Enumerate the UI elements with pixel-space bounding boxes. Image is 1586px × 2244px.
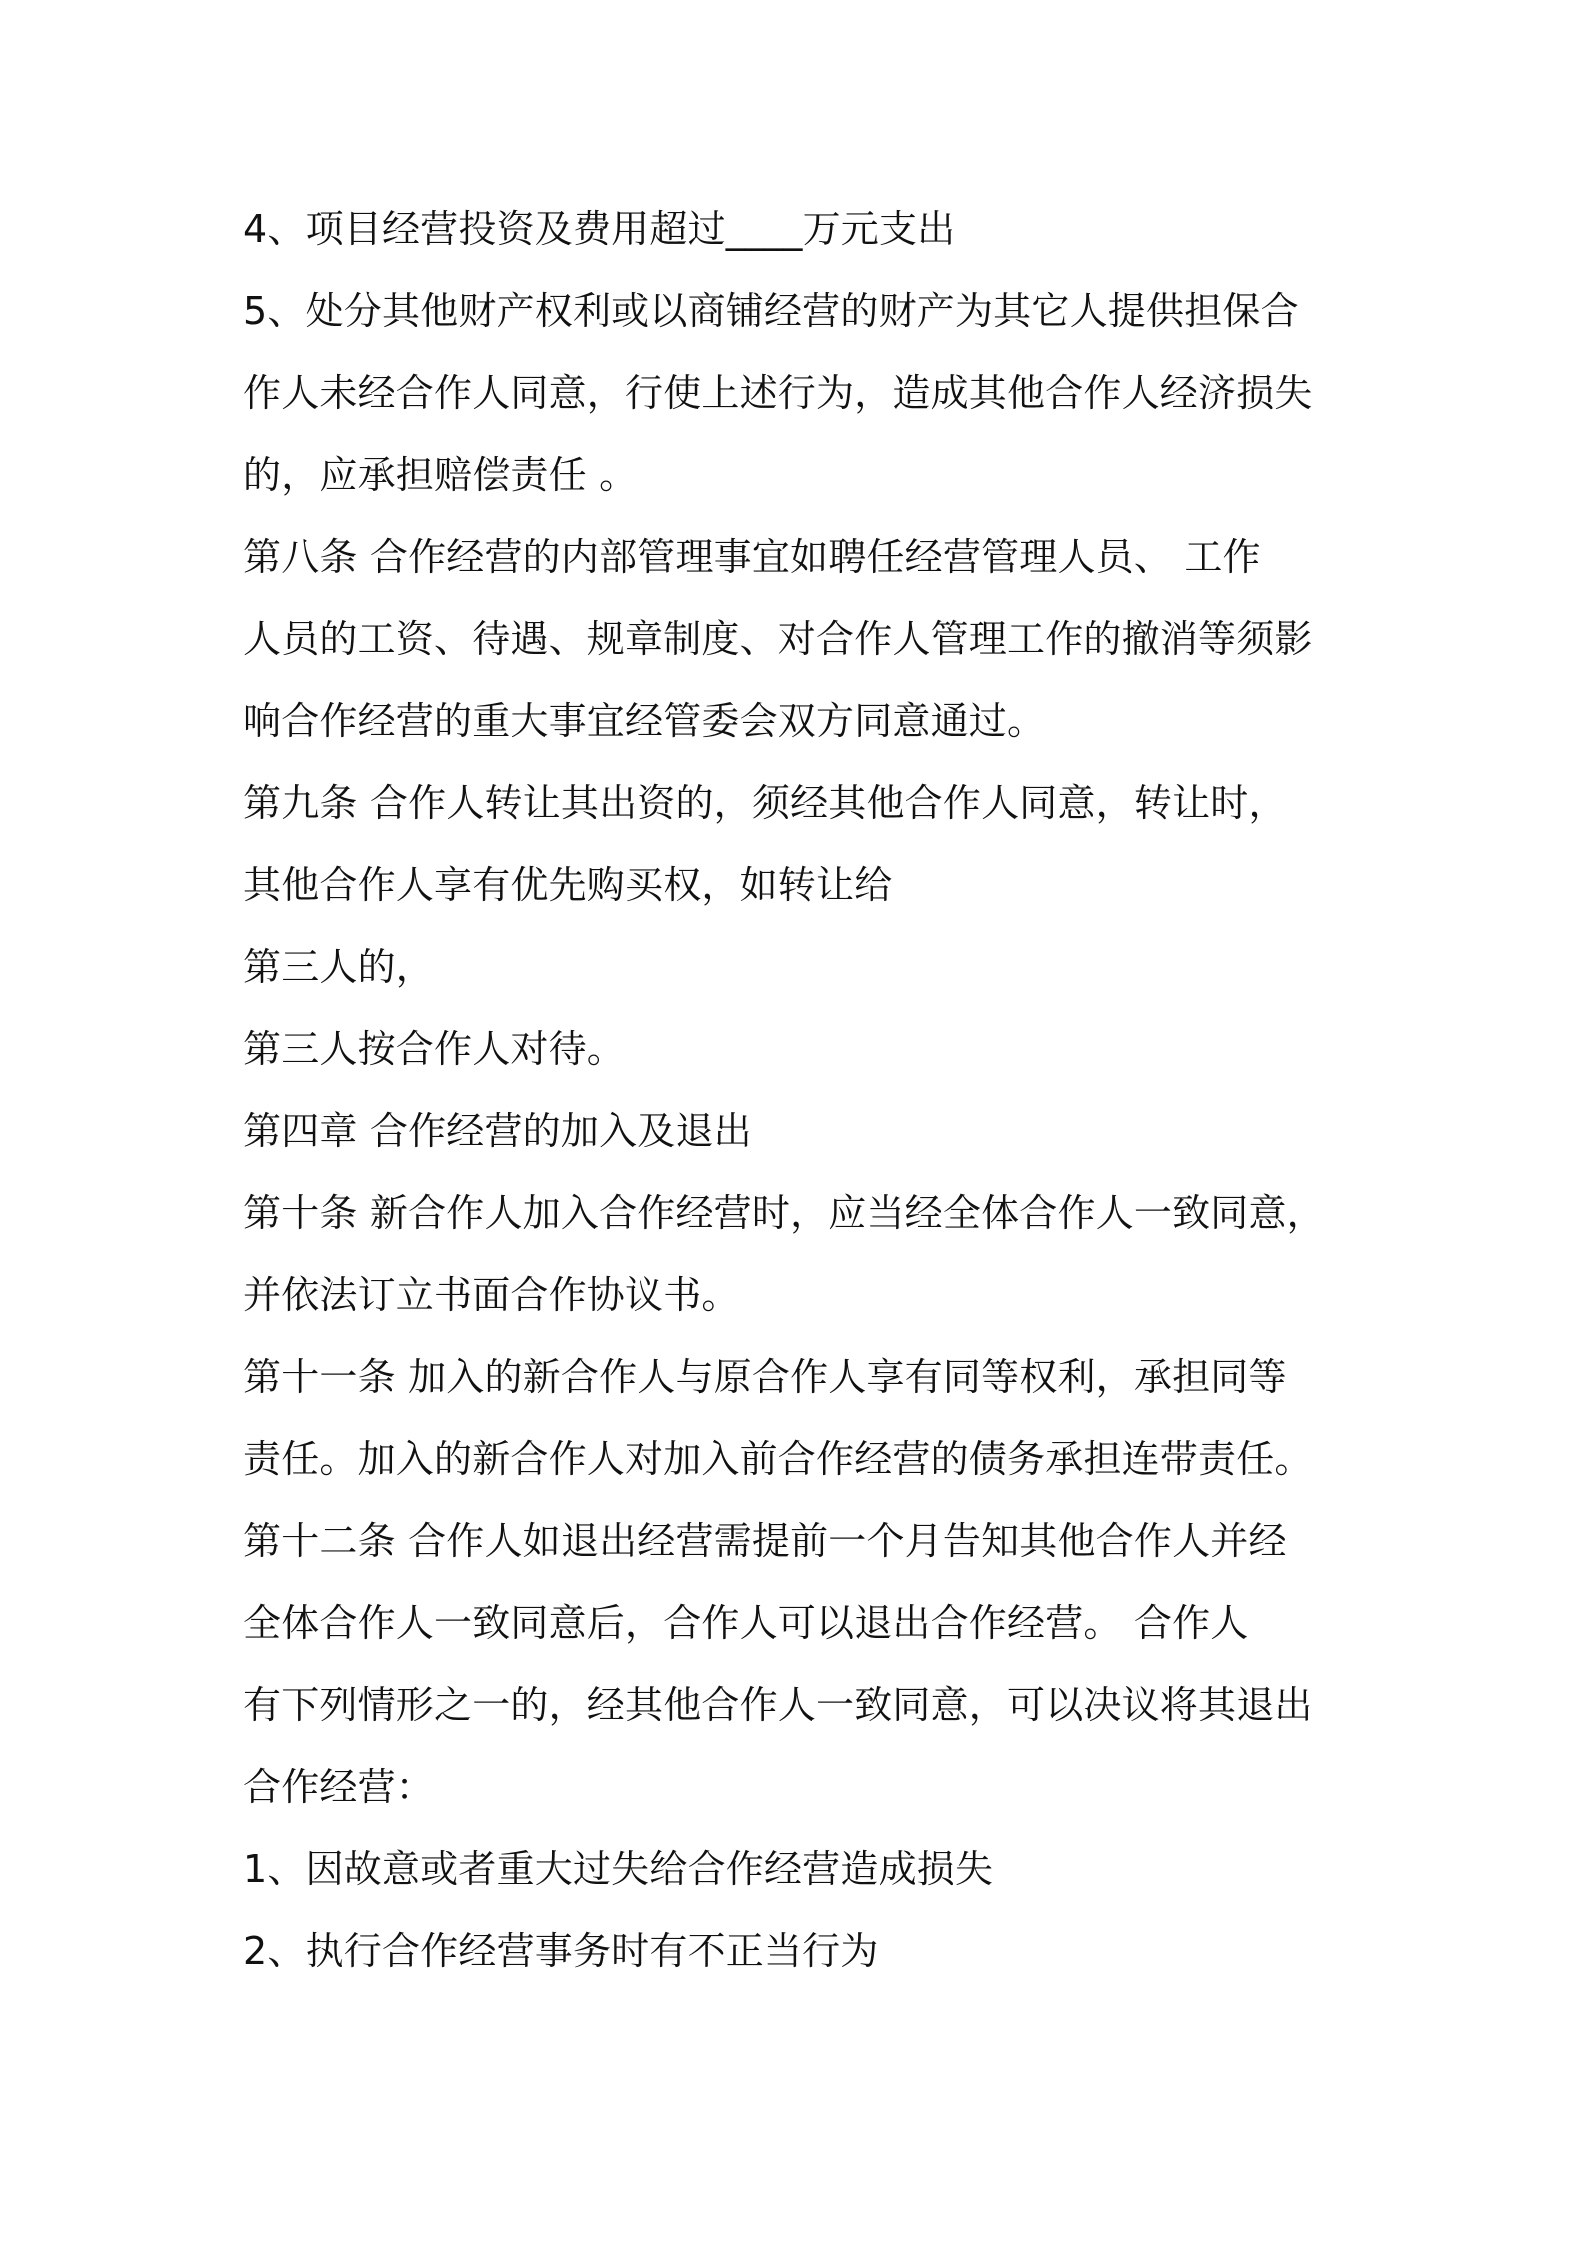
text-line: 全体合作人一致同意后，合作人可以退出合作经营。 合作人 — [243, 1601, 1249, 1645]
text-line: 1、因故意或者重大过失给合作经营造成损失 — [243, 1847, 994, 1891]
text-line: 有下列情形之一的，经其他合作人一致同意，可以决议将其退出 — [243, 1683, 1313, 1727]
text-line: 第三人按合作人对待。 — [243, 1027, 626, 1071]
text-line: 第十二条 合作人如退出经营需提前一个月告知其他合作人并经 — [243, 1519, 1287, 1563]
text-line: 4、项目经营投资及费用超过____万元支出 — [243, 207, 956, 251]
text-line: 2、执行合作经营事务时有不正当行为 — [243, 1929, 879, 1973]
text-line: 合作经营： — [243, 1765, 435, 1809]
text-line: 责任。加入的新合作人对加入前合作经营的债务承担连带责任。 — [243, 1437, 1313, 1481]
document-body — [243, 188, 1373, 1992]
section-heading: 第四章 合作经营的加入及退出 — [243, 1109, 752, 1153]
text-line: 第八条 合作经营的内部管理事宜如聘任经营管理人员、 工作 — [243, 535, 1261, 579]
text-line: 第三人的， — [243, 945, 435, 989]
text-line: 作人未经合作人同意，行使上述行为，造成其他合作人经济损失 — [243, 371, 1313, 415]
text-line: 第十一条 加入的新合作人与原合作人享有同等权利，承担同等 — [243, 1355, 1287, 1399]
text-line: 其他合作人享有优先购买权，如转让给 — [243, 863, 893, 907]
text-line: 响合作经营的重大事宜经管委会双方同意通过。 — [243, 699, 1046, 743]
text-line: 人员的工资、待遇、规章制度、对合作人管理工作的撤消等须影 — [243, 617, 1313, 661]
text-line: 并依法订立书面合作协议书。 — [243, 1273, 740, 1317]
text-line: 第九条 合作人转让其出资的，须经其他合作人同意，转让时， — [243, 781, 1287, 825]
text-line: 第十条 新合作人加入合作经营时，应当经全体合作人一致同意， — [243, 1191, 1325, 1235]
text-line: 5、处分其他财产权利或以商铺经营的财产为其它人提供担保合 — [243, 289, 1299, 333]
text-line: 的，应承担赔偿责任 。 — [243, 453, 638, 497]
